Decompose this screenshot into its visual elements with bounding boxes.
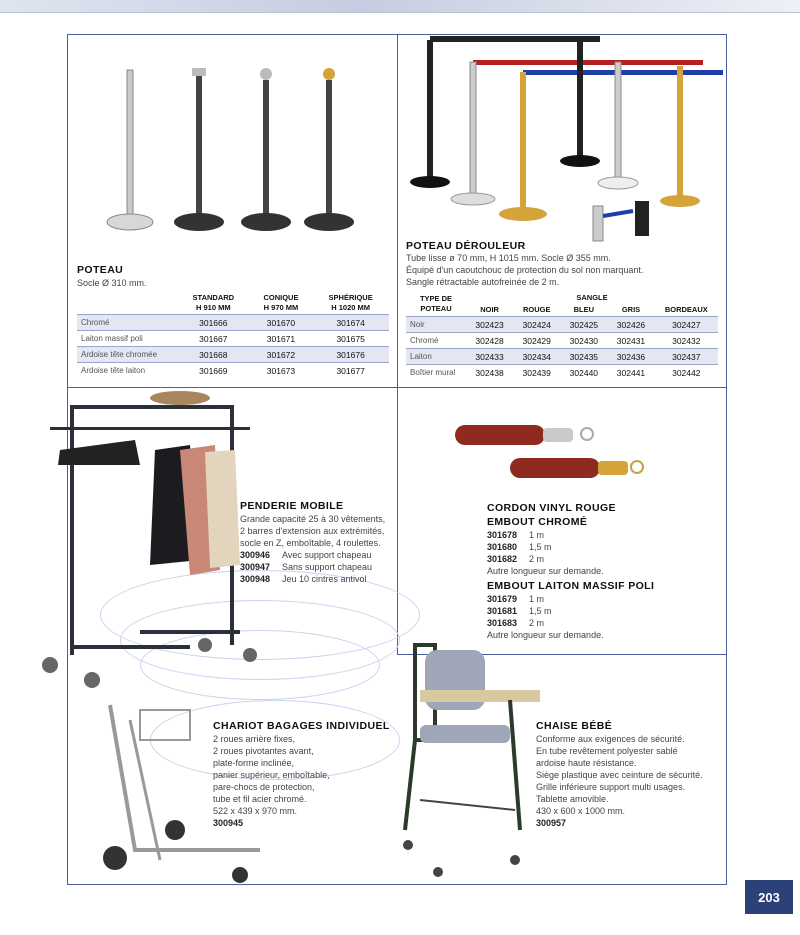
chariot-desc-7: 522 x 439 x 970 mm.	[213, 806, 298, 816]
penderie-desc-3: socle en Z, emboîtable, 4 roulettes.	[240, 538, 381, 548]
cordon-item: 301680 1,5 m	[487, 542, 552, 552]
derouleur-desc-1: Tube lisse ø 70 mm, H 1015 mm. Socle Ø 355 mm.	[406, 253, 611, 263]
poteau-table	[77, 292, 389, 379]
col-bleu: BLEU	[573, 305, 595, 314]
stanchion-conique	[174, 68, 224, 231]
poteau-col-conique: CONIQUE H 970 MM	[263, 293, 299, 312]
col-rouge: ROUGE	[522, 305, 551, 314]
poteau-desc: Socle Ø 310 mm.	[77, 278, 147, 288]
cordon-item: 301681 1,5 m	[487, 606, 552, 616]
chaise-desc-5: Grille inférieure support multi usages.	[536, 782, 686, 792]
penderie-title: PENDERIE MOBILE	[240, 500, 344, 512]
chaise-desc-3: ardoise haute résistance.	[536, 758, 637, 768]
col-gris: GRIS	[621, 305, 641, 314]
derouleur-desc-2: Équipé d'un caoutchouc de protection du sol non marquant.	[406, 265, 644, 275]
rope-illustration	[455, 420, 635, 485]
stanchion-chrome	[107, 70, 153, 230]
table-row: Laiton massif poli 301667 301671 301675	[77, 331, 389, 347]
embout-laiton-title: EMBOUT LAITON MASSIF POLI	[487, 580, 655, 592]
chariot-desc-2: 2 roues pivotantes avant,	[213, 746, 314, 756]
chaise-desc-1: Conforme aux exigences de sécurité.	[536, 734, 685, 744]
chaise-title: CHAISE BÉBÉ	[536, 720, 613, 732]
chariot-desc-4: panier supérieur, emboîtable,	[213, 770, 330, 780]
cordon-item: 301678 1 m	[487, 530, 545, 540]
derouleur-group-header: SANGLE	[576, 293, 608, 302]
cordon-title: CORDON VINYL ROUGE	[487, 502, 616, 514]
derouleur-type-header: TYPE DE POTEAU	[419, 294, 453, 313]
cordon-item: 301682 2 m	[487, 554, 545, 564]
retractable-stanchions-illustration	[405, 36, 725, 246]
vertical-divider	[397, 34, 398, 654]
chariot-desc-3: plate-forme inclinée,	[213, 758, 295, 768]
table-row: Ardoise tête chromée 301668 301672 301676	[77, 347, 389, 363]
poteau-col-standard: STANDARD H 910 MM	[192, 293, 235, 312]
chaise-desc-7: 430 x 600 x 1000 mm.	[536, 806, 626, 816]
penderie-item: 300946 Avec support chapeau	[240, 550, 372, 560]
derouleur-table	[406, 292, 718, 381]
penderie-desc-2: 2 barres d'extension aux extrémités,	[240, 526, 385, 536]
col-noir: NOIR	[480, 305, 499, 314]
stanchion-spherique-chrome	[241, 68, 291, 231]
chaise-desc-6: Tablette amovible.	[536, 794, 609, 804]
stanchions-illustration	[100, 60, 380, 240]
cordon-note: Autre longueur sur demande.	[487, 566, 604, 576]
cordon-subtitle: EMBOUT CHROMÉ	[487, 516, 588, 528]
chaise-desc-2: En tube revêtement polyester sablé	[536, 746, 678, 756]
table-row: Laiton 302433 302434 302435 302436 302437	[406, 349, 718, 365]
derouleur-desc-3: Sangle rétractable autofreinée de 2 m.	[406, 277, 560, 287]
chariot-desc-6: tube et fil acier chromé.	[213, 794, 307, 804]
col-bordeaux: BORDEAUX	[664, 305, 708, 314]
chariot-desc-5: pare-chocs de protection,	[213, 782, 315, 792]
derouleur-title: POTEAU DÉROULEUR	[406, 240, 526, 252]
top-band	[0, 0, 800, 12]
table-row: Chromé 302428 302429 302430 302431 302432	[406, 333, 718, 349]
table-row: Ardoise tête laiton 301669 301673 301677	[77, 363, 389, 379]
top-rule	[0, 12, 800, 13]
poteau-title: POTEAU	[77, 264, 124, 276]
chaise-code: 300957	[536, 818, 567, 828]
penderie-desc-1: Grande capacité 25 à 30 vêtements,	[240, 514, 386, 524]
cordon-item: 301683 2 m	[487, 618, 545, 628]
table-row: Chromé 301666 301670 301674	[77, 315, 389, 331]
penderie-item: 300947 Sans support chapeau	[240, 562, 373, 572]
horizontal-divider-1	[67, 387, 727, 388]
poteau-col-spherique: SPHÉRIQUE H 1020 MM	[328, 293, 373, 312]
penderie-item: 300948 Jeu 10 cintres antivol	[240, 574, 367, 584]
cordon-note: Autre longueur sur demande.	[487, 630, 604, 640]
chariot-desc-1: 2 roues arrière fixes,	[213, 734, 296, 744]
high-chair-illustration	[400, 640, 530, 885]
cordon-item: 301679 1 m	[487, 594, 545, 604]
chaise-desc-4: Siège plastique avec ceinture de sécurité.	[536, 770, 703, 780]
table-row: Noir 302423 302424 302425 302426 302427	[406, 317, 718, 333]
clothes-rack-illustration	[40, 390, 250, 690]
chariot-code: 300945	[213, 818, 244, 828]
stanchion-spherique-laiton	[304, 68, 354, 231]
page-number: 203	[745, 880, 793, 914]
table-row: Boîtier mural 302438 302439 302440 302441 302442	[406, 365, 718, 381]
chariot-title: CHARIOT BAGAGES INDIVIDUEL	[213, 720, 390, 732]
